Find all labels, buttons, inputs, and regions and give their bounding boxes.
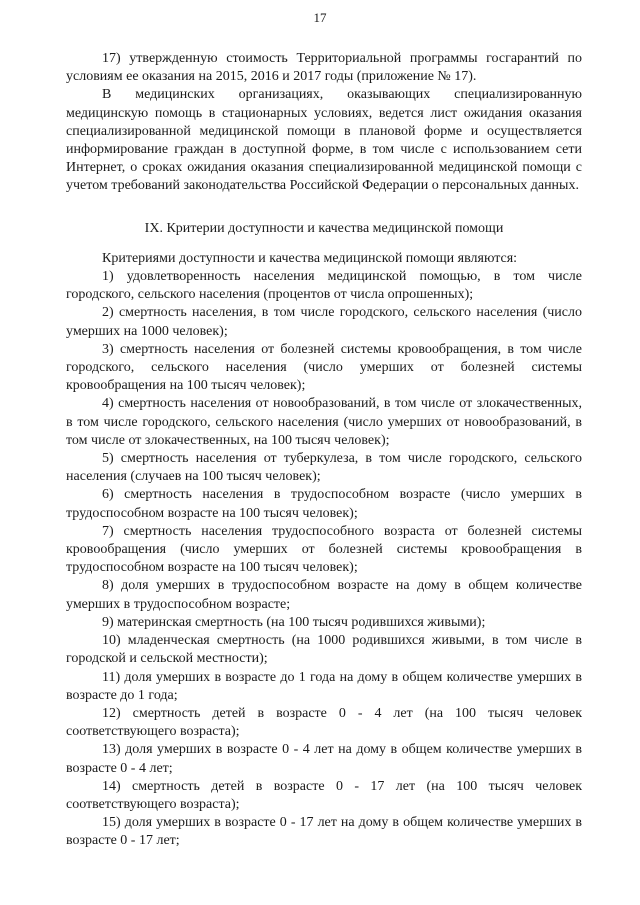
list-item: 5) смертность населения от туберкулеза, в том числе городского, сельского населения (случаев на 100 тысяч человек);	[66, 451, 582, 485]
list-item: 10) младенческая смертность (на 1000 родившихся живыми, в том числе в городской и сельской местности);	[66, 633, 582, 667]
list-item: 9) материнская смертность (на 100 тысяч родившихся живыми);	[102, 614, 486, 630]
list-item: 14) смертность детей в возрасте 0 - 17 лет (на 100 тысяч человек соответствующего возраста);	[66, 778, 582, 812]
list-item: 6) смертность населения в трудоспособном возрасте (число умерших в трудоспособном возрасте на 100 тысяч человек);	[66, 487, 582, 521]
section-heading: IX. Критерии доступности и качества медицинской помощи	[144, 220, 504, 236]
list-item: 3) смертность населения от болезней системы кровообращения, в том числе городского, сельского населения (число умерших от болезней системы кровообращения на 100 тысяч человек);	[66, 341, 582, 394]
list-item: 1) удовлетворенность населения медицинской помощью, в том числе городского, сельского населения (процентов от числа опрошенных);	[66, 269, 582, 303]
list-item: 2) смертность населения, в том числе городского, сельского населения (число умерших на 1000 человек);	[66, 305, 582, 339]
list-item: 11) доля умерших в возрасте до 1 года на дому в общем количестве умерших в возрасте до 1 года;	[66, 669, 582, 703]
page-number: 17	[313, 10, 327, 25]
list-item: 4) смертность населения от новообразований, в том числе от злокачественных, в том числе городского, сельского населения (число умерших от новообразований, в том числе от злокачественных, на 100 тысяч человек);	[66, 396, 582, 448]
document-body	[66, 50, 582, 851]
list-item: 12) смертность детей в возрасте 0 - 4 лет (на 100 тысяч человек соответствующего возраста);	[66, 705, 582, 740]
list-item: 15) доля умерших в возрасте 0 - 17 лет на дому в общем количестве умерших в возрасте 0 - 17 лет;	[66, 815, 582, 849]
list-item: 7) смертность населения трудоспособного возраста от болезней системы кровообращения (число умерших от болезней системы кровообращения в трудоспособном возрасте на 100 тысяч человек);	[66, 523, 582, 576]
list-item: 8) доля умерших в трудоспособном возрасте на дому в общем количестве умерших в трудоспособном возрасте;	[66, 578, 582, 612]
paragraph: 17) утвержденную стоимость Территориальной программы госгарантий по условиям ее оказания на 2015, 2016 и 2017 годы (приложение № 17).	[66, 51, 582, 85]
list-item: 13) доля умерших в возрасте 0 - 4 лет на дому в общем количестве умерших в возрасте 0 - 4 лет;	[66, 742, 582, 776]
criteria-intro: Критериями доступности и качества медицинской помощи являются:	[102, 250, 518, 266]
paragraph: В медицинских организациях, оказывающих специализированную медицинскую помощь в стационарных условиях, ведется лист ожидания оказания специализированной медицинской помощи в плановой форме и осуществляется информирование граждан в доступной форме, в том числе с использованием сети Интернет, о сроках ожидания оказания специализированной медицинской помощи с учетом требований законодательства Российской Федерации о персональных данных.	[66, 87, 582, 194]
